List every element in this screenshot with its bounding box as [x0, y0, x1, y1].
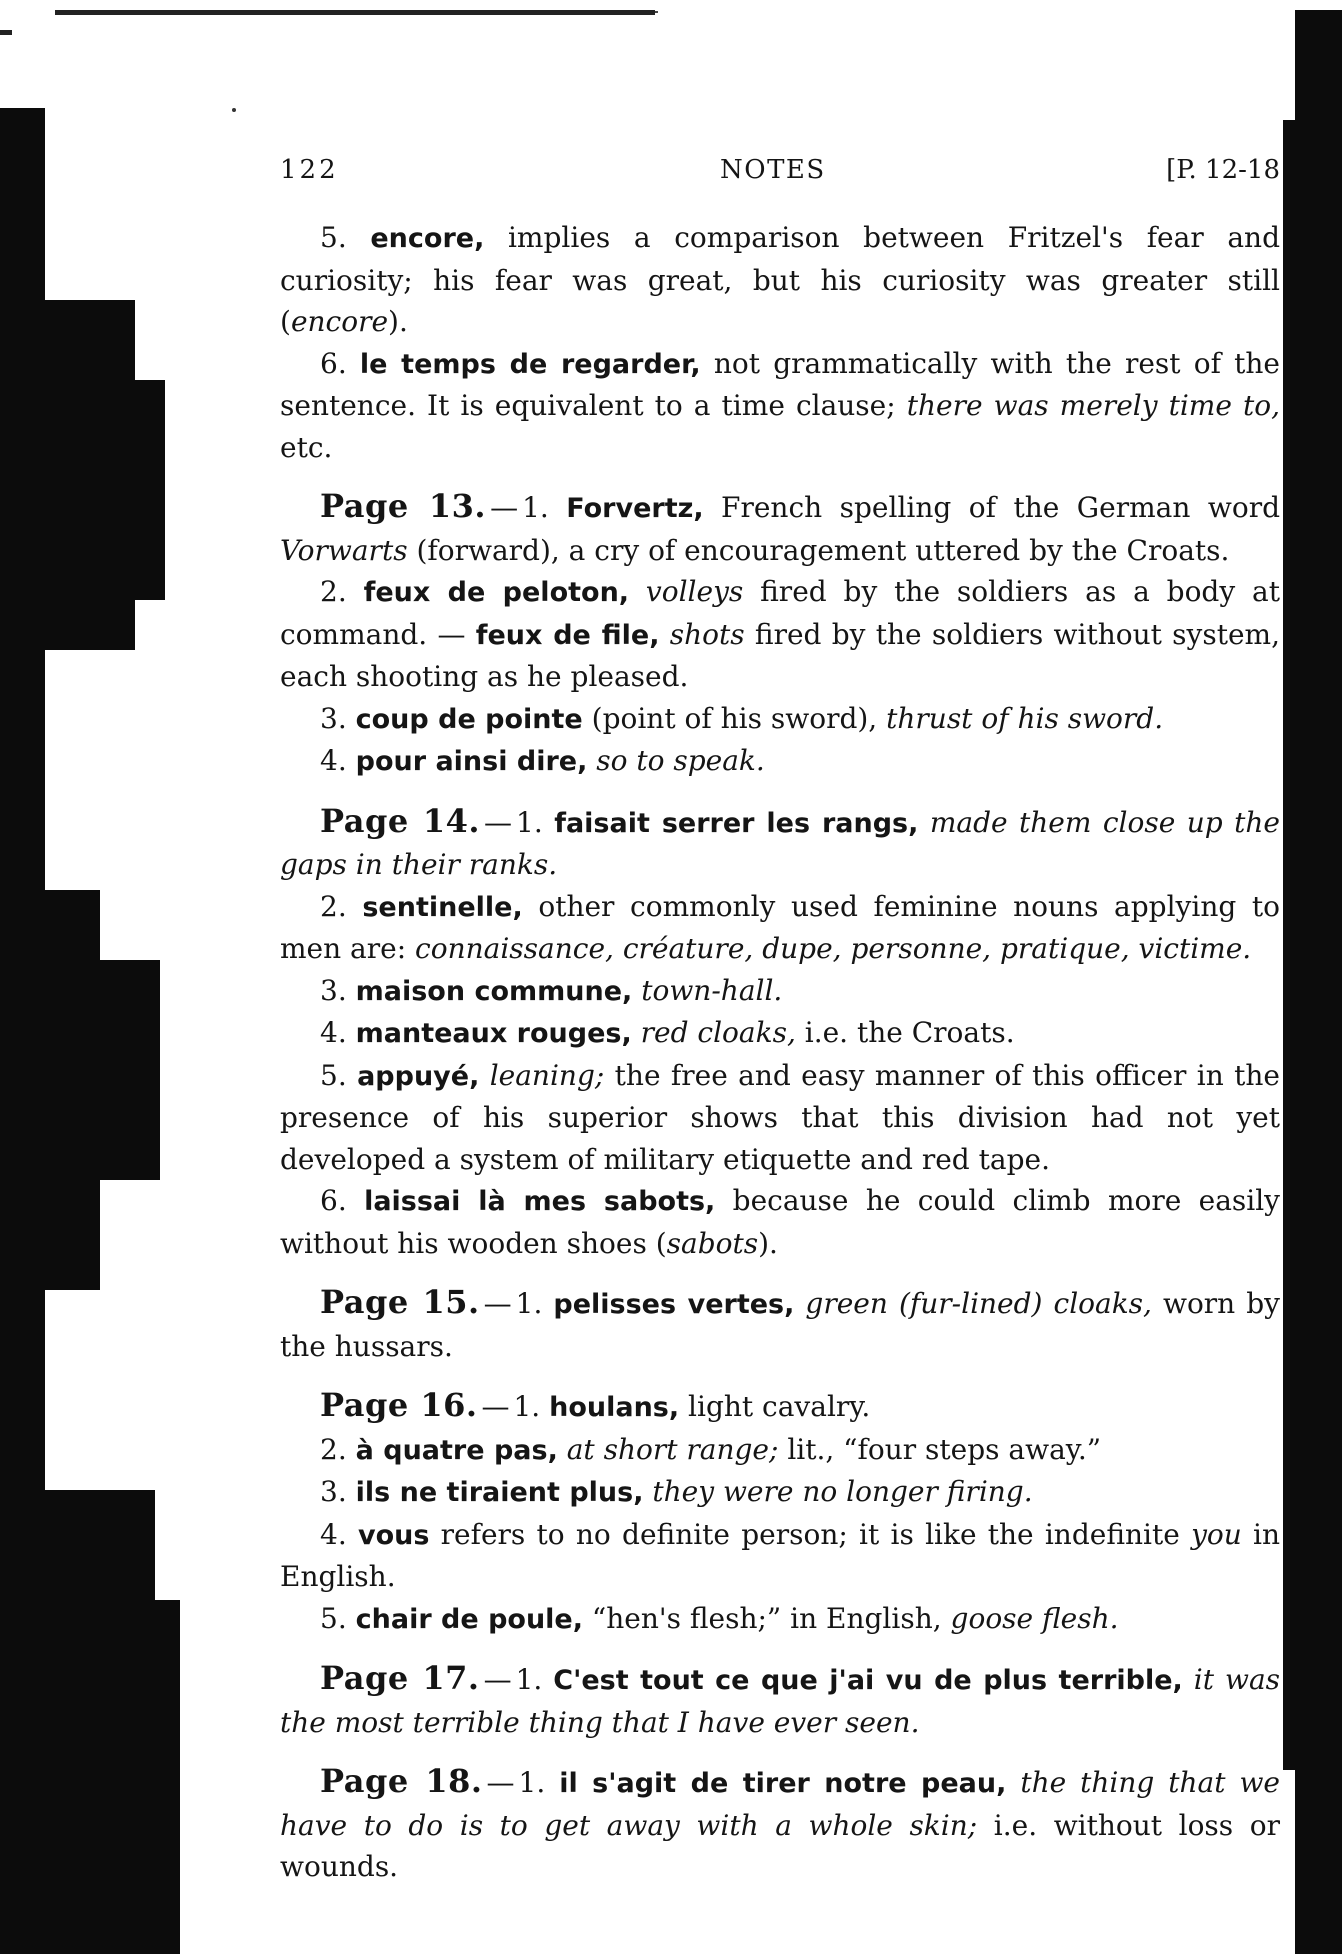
- note-text-tail: ).: [388, 305, 408, 338]
- note-translation: sabots: [666, 1226, 759, 1260]
- page-content: [280, 150, 1280, 1888]
- note-number: 5.: [320, 221, 347, 254]
- note-text: “hen's flesh;” in English,: [583, 1601, 951, 1635]
- note-number: 1.: [518, 1766, 546, 1799]
- note-14-6: [280, 1180, 1280, 1264]
- note-term: appuyé,: [357, 1060, 480, 1092]
- note-text-secondary: [659, 618, 669, 651]
- note-number: 6.: [320, 1184, 347, 1217]
- note-14-5: [280, 1055, 1280, 1181]
- note-term: C'est tout ce que j'ai vu de plus terrible,: [553, 1665, 1183, 1696]
- note-term: maison commune,: [355, 975, 633, 1007]
- note-translation: town-hall.: [641, 973, 783, 1007]
- note-text-tail: worn by the hussars.: [280, 1287, 1280, 1363]
- note-text-tail: i.e. without loss or wounds.: [280, 1808, 1280, 1883]
- note-term: ils ne tiraient plus,: [355, 1477, 644, 1508]
- note-term: pour ainsi dire,: [355, 746, 588, 777]
- note-text-tail: (forward), a cry of encouragement uttered by the Croats.: [407, 533, 1230, 567]
- heading-dash: —: [486, 1766, 515, 1799]
- note-term: le temps de regarder,: [359, 348, 701, 380]
- note-13-3: [280, 698, 1280, 741]
- page-heading: Page 17.: [320, 1659, 480, 1697]
- note-text-tail: fired by the soldiers as a body at command. —: [280, 575, 1280, 651]
- note-number: 4.: [320, 1517, 347, 1551]
- note-16-1: [280, 1385, 1280, 1429]
- note-text: [918, 806, 929, 839]
- note-16-3: [280, 1471, 1280, 1514]
- heading-dash: —: [490, 491, 519, 524]
- note-translation: volleys: [645, 575, 744, 608]
- scan-left-shadow-middle-wide: [100, 960, 160, 1180]
- note-translation: green (fur-lined) cloaks,: [805, 1287, 1152, 1320]
- scan-left-shadow-upper-wide: [45, 380, 165, 600]
- scan-top-rule: [55, 10, 655, 15]
- note-number: 1.: [515, 1287, 543, 1320]
- page-18-notes: [280, 1761, 1280, 1888]
- note-number: 2.: [320, 575, 347, 608]
- note-term: encore,: [370, 223, 485, 254]
- page-14-notes: [280, 801, 1280, 1265]
- note-term: manteaux rouges,: [355, 1018, 632, 1049]
- note-text: [794, 1287, 805, 1320]
- note-number: 3.: [320, 701, 347, 735]
- note-text: [587, 744, 596, 777]
- page-17-notes: [280, 1658, 1280, 1743]
- note-translation: at short range;: [566, 1432, 779, 1466]
- heading-dash: —: [484, 805, 513, 839]
- note-translation: connaissance, créature, dupe, personne, pratique, victime.: [415, 932, 1252, 965]
- note-number: 1.: [515, 1663, 543, 1696]
- note-number: 4.: [320, 744, 347, 777]
- scan-left-shadow-middle: [45, 890, 100, 1290]
- note-12-5: [280, 217, 1280, 343]
- note-14-4: [280, 1012, 1280, 1055]
- note-term: coup de pointe: [355, 703, 583, 735]
- note-17-1: [280, 1658, 1280, 1743]
- running-header: [280, 150, 1280, 192]
- note-term: à quatre pas,: [355, 1434, 558, 1466]
- note-number: 5.: [320, 1601, 347, 1635]
- note-text: [629, 575, 646, 608]
- note-translation-secondary: shots: [669, 617, 745, 651]
- running-title: NOTES: [720, 155, 826, 185]
- note-translation: goose flesh.: [950, 1601, 1119, 1635]
- note-14-1: [280, 801, 1280, 886]
- note-14-2: [280, 886, 1280, 970]
- scan-left-shadow: [0, 108, 45, 1954]
- note-term: pelisses vertes,: [553, 1289, 795, 1320]
- note-14-3: [280, 970, 1280, 1013]
- note-text: implies a comparison between Fritzel's fear and curiosity; his fear was great, but his curiosity was greater still (: [280, 221, 1280, 338]
- scan-speck: [232, 108, 236, 112]
- note-13-2: [280, 571, 1280, 698]
- note-term: chair de poule,: [355, 1603, 584, 1635]
- note-term: laissai là mes sabots,: [364, 1186, 716, 1217]
- note-12-6: [280, 343, 1280, 469]
- note-number: 5.: [320, 1058, 347, 1092]
- page-heading: Page 14.: [320, 801, 481, 840]
- page-range: [P. 12-18: [1166, 155, 1280, 185]
- note-text: [558, 1433, 567, 1466]
- note-16-2: [280, 1429, 1280, 1472]
- page-heading: Page 15.: [320, 1283, 480, 1321]
- note-16-4: [280, 1514, 1280, 1598]
- note-text-tail: ).: [758, 1226, 778, 1260]
- note-text-tail: etc.: [280, 430, 333, 464]
- note-text: refers to no definite person; it is like the indefinite: [429, 1517, 1192, 1551]
- heading-dash: —: [481, 1390, 510, 1423]
- note-text: not grammatically with the rest of the sentence. It is equivalent to a time clause;: [280, 346, 1280, 422]
- scan-right-shadow: [1295, 10, 1342, 1954]
- scan-left-shadow-lower-wide: [45, 1600, 180, 1954]
- scan-top-rule-end: [655, 11, 658, 13]
- note-translation: encore: [290, 305, 389, 338]
- note-text: [632, 974, 641, 1007]
- note-translation: red cloaks,: [640, 1016, 796, 1049]
- note-number: 1.: [513, 1390, 541, 1423]
- note-translation: so to speak.: [596, 744, 765, 777]
- note-text-tail: i.e. the Croats.: [795, 1016, 1015, 1049]
- page-heading: Page 16.: [320, 1386, 478, 1424]
- page-heading: Page 18.: [320, 1762, 483, 1800]
- note-text: (point of his sword),: [582, 701, 887, 735]
- note-number: 4.: [320, 1016, 347, 1049]
- note-translation: they were no longer firing.: [652, 1475, 1033, 1508]
- page-heading: Page 13.: [320, 487, 487, 525]
- note-text: other commonly used feminine nouns applying to men are:: [280, 889, 1281, 965]
- note-18-1: [280, 1761, 1280, 1888]
- note-translation: you: [1191, 1517, 1242, 1551]
- heading-dash: —: [483, 1287, 512, 1320]
- note-15-1: [280, 1282, 1280, 1367]
- note-translation: made them close up the gaps in their ranks.: [280, 805, 1280, 881]
- scan-edge-mark: [0, 30, 12, 35]
- page-number: 122: [280, 155, 339, 185]
- page-16-notes: [280, 1385, 1280, 1640]
- note-number: 6.: [320, 346, 347, 380]
- note-13-1: [280, 486, 1280, 571]
- note-term: Forvertz,: [566, 493, 704, 524]
- scan-right-shadow-edge: [1283, 120, 1297, 1770]
- note-translation: there was merely time to,: [906, 389, 1280, 422]
- note-text: French spelling of the German word: [703, 491, 1281, 524]
- note-number: 1.: [516, 805, 543, 839]
- note-term: il s'agit de tirer notre peau,: [559, 1768, 1007, 1799]
- note-number: 3.: [320, 1475, 347, 1508]
- note-13-4: [280, 740, 1280, 783]
- note-text-tail: the free and easy manner of this officer in the presence of his superior shows that this division had not yet developed a system of military etiquette and red tape.: [280, 1058, 1280, 1176]
- note-text: light cavalry.: [679, 1390, 871, 1423]
- note-number: 3.: [320, 973, 347, 1007]
- note-text-secondary-tail: fired by the soldiers without system, each shooting as he pleased.: [280, 617, 1280, 693]
- note-text: [632, 1016, 641, 1049]
- note-number: 2.: [320, 1432, 347, 1466]
- note-term: feux de peloton,: [363, 577, 630, 608]
- heading-dash: —: [483, 1663, 512, 1696]
- note-translation: thrust of his sword.: [886, 701, 1164, 735]
- note-text: [1006, 1766, 1020, 1799]
- note-translation: Vorwarts: [280, 533, 408, 567]
- note-text: [479, 1059, 489, 1092]
- note-term: faisait serrer les rangs,: [554, 807, 919, 839]
- note-number: 1.: [522, 491, 549, 524]
- note-term: vous: [357, 1519, 430, 1551]
- note-text: because he could climb more easily without his wooden shoes (: [280, 1184, 1280, 1260]
- note-term-secondary: feux de file,: [475, 619, 660, 651]
- note-16-5: [280, 1598, 1280, 1641]
- page-15-notes: [280, 1282, 1280, 1367]
- note-translation: leaning;: [489, 1058, 605, 1092]
- note-number: 2.: [320, 889, 347, 923]
- note-text: [1183, 1663, 1194, 1696]
- note-translation: the thing that we have to do is to get away with a whole skin;: [280, 1766, 1280, 1842]
- note-translation: it was the most terrible thing that I have ever seen.: [280, 1663, 1281, 1739]
- note-term: houlans,: [549, 1392, 680, 1423]
- page-13-notes: [280, 486, 1280, 783]
- note-text-tail: in English.: [280, 1517, 1281, 1593]
- note-term: sentinelle,: [362, 891, 523, 923]
- note-text-tail: lit., “four steps away.”: [778, 1432, 1102, 1466]
